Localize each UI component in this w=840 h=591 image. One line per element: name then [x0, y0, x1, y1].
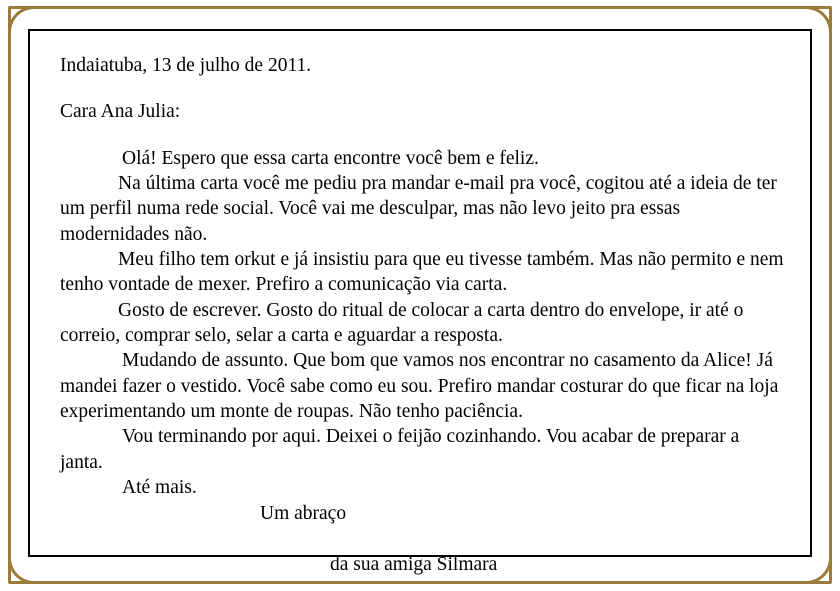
- place-and-date: Indaiatuba, 13 de julho de 2011.: [60, 55, 312, 76]
- paragraph-6: [60, 424, 784, 475]
- spacer-after-date: [60, 78, 784, 99]
- paragraph-2-text: Na última carta você me pediu pra mandar e-mail pra você, cogitou até a ideia de ter um perfil numa rede social. Você vai me desculpar, mas não levo jeito pra essas modernidades não.: [60, 173, 777, 245]
- paragraph-3: [60, 247, 784, 298]
- salutation: Cara Ana Julia:: [60, 101, 181, 123]
- frame-corner-bottom-right-icon: [802, 554, 832, 584]
- spacer-after-salutation: [60, 125, 784, 146]
- paragraph-6-text: Vou terminando por aqui. Deixei o feijão cozinhando. Vou acabar de preparar a janta.: [60, 426, 740, 473]
- paragraph-7: [60, 475, 784, 500]
- paragraph-3-text: Meu filho tem orkut e já insistiu para que eu tivesse também. Mas não permito e nem tenho vontade de mexer. Prefiro a comunicação via carta.: [60, 249, 784, 296]
- paragraph-1-text: Olá! Espero que essa carta encontre você bem e feliz.: [122, 147, 539, 169]
- closing-line: Um abraço: [260, 502, 347, 524]
- paragraph-5: [60, 348, 784, 424]
- paragraph-5-text: Mudando de assunto. Que bom que vamos nos encontrar no casamento da Alice! Já mandei fazer o vestido. Você sabe como eu sou. Prefiro mandar costurar do que ficar na loja experimentando um monte de roupas. Não tenho paciência.: [60, 350, 779, 423]
- letter-content-box: [28, 29, 812, 575]
- letter-body: [60, 53, 784, 577]
- paragraph-4: [60, 298, 784, 349]
- signature-line: da sua amiga Silmara: [330, 553, 498, 575]
- paragraph-1: [60, 146, 784, 171]
- frame-corner-bottom-left-icon: [8, 554, 38, 584]
- paragraph-2: [60, 171, 784, 247]
- paragraph-7-text: Até mais.: [122, 477, 197, 499]
- paragraph-4-text: Gosto de escrever. Gosto do ritual de colocar a carta dentro do envelope, ir até o correio, comprar selo, selar a carta e aguardar a resposta.: [60, 299, 744, 347]
